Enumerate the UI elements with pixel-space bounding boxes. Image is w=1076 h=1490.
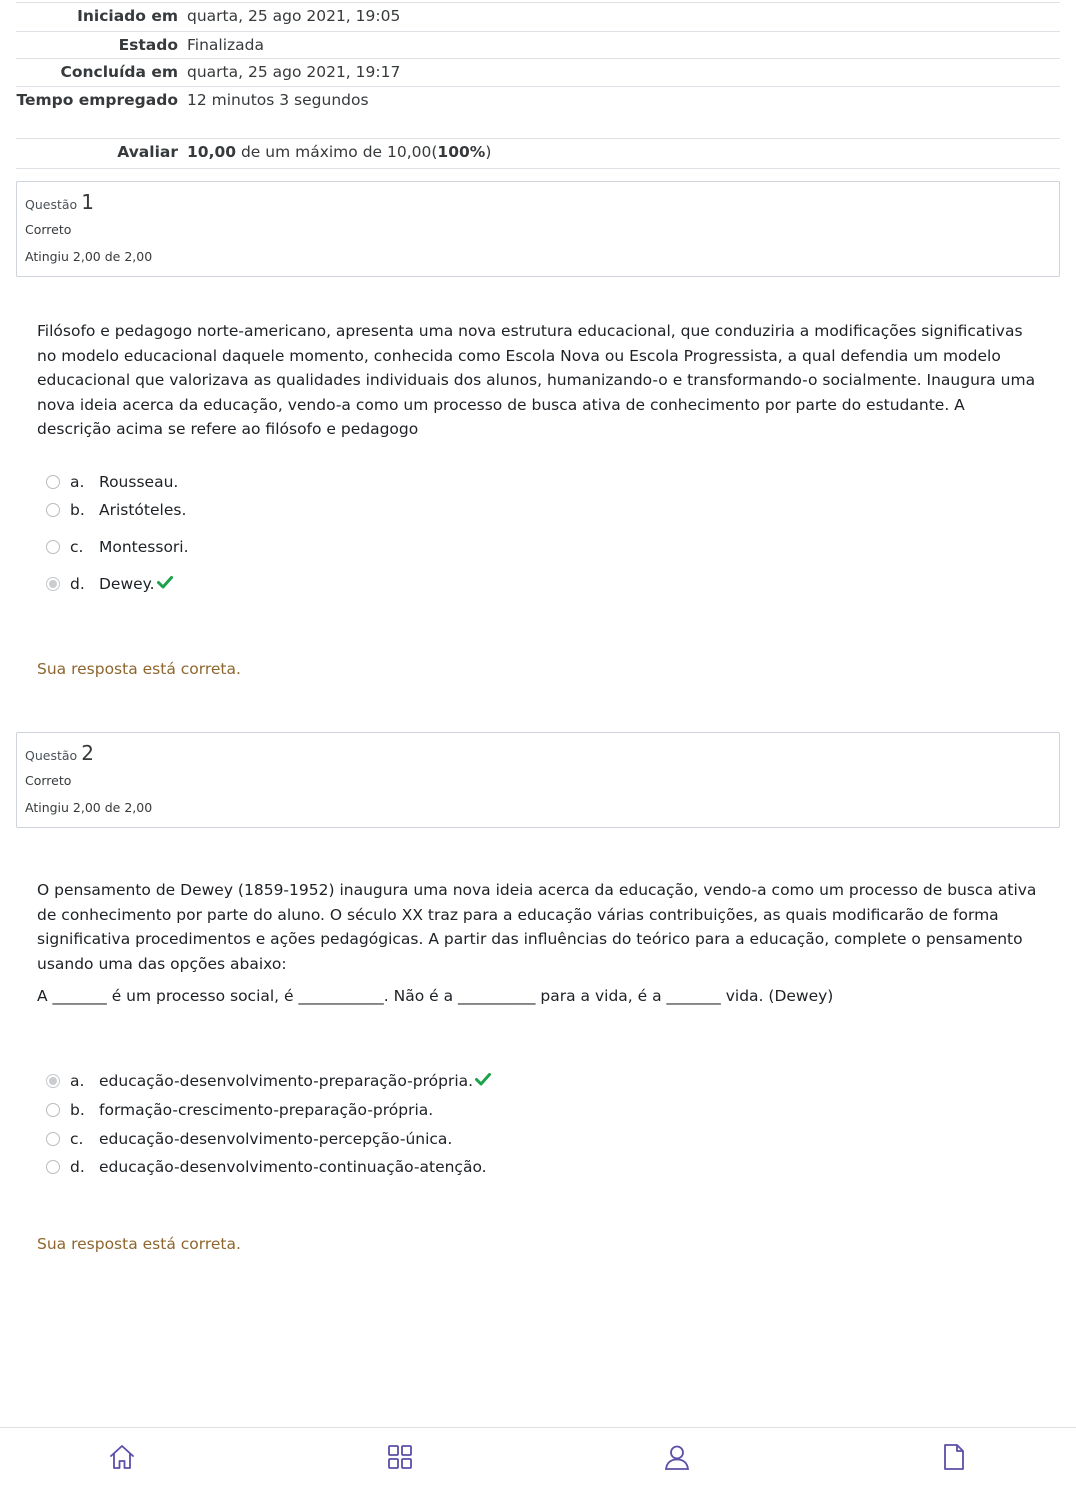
option-text: Aristóteles. (99, 501, 187, 519)
summary-row-time-taken (16, 87, 1060, 139)
option-letter: a. (70, 1072, 85, 1090)
option-letter: b. (70, 1101, 85, 1119)
radio-button[interactable] (46, 1132, 60, 1146)
option-letter: b. (70, 501, 85, 519)
attempt-summary (16, 2, 1060, 169)
option-text: Rousseau. (99, 473, 179, 491)
summary-value (178, 139, 491, 168)
radio-button[interactable] (46, 503, 60, 517)
option-text: educação-desenvolvimento-continuação-atenção. (99, 1158, 487, 1176)
summary-row-grade (16, 139, 1060, 169)
correct-check-icon (475, 1072, 491, 1090)
answer-option[interactable] (46, 538, 189, 556)
radio-button-checked[interactable] (46, 577, 60, 591)
summary-value: quarta, 25 ago 2021, 19:17 (187, 63, 401, 81)
radio-button-checked[interactable] (46, 1074, 60, 1088)
option-letter: a. (70, 473, 85, 491)
grid-icon[interactable] (385, 1442, 415, 1472)
answer-option[interactable] (46, 1130, 452, 1148)
option-text: educação-desenvolvimento-preparação-própria. (99, 1072, 474, 1090)
summary-row-completed (16, 59, 1060, 87)
radio-button[interactable] (46, 1103, 60, 1117)
bottom-navigation (0, 1427, 1076, 1490)
summary-row-state (16, 32, 1060, 59)
option-letter: d. (70, 1158, 85, 1176)
home-icon[interactable] (107, 1442, 137, 1472)
question-number (25, 190, 1051, 216)
answer-option[interactable] (46, 501, 186, 519)
option-text: Montessori. (99, 538, 189, 556)
question-state: Correto (25, 222, 72, 237)
summary-value: quarta, 25 ago 2021, 19:05 (187, 7, 401, 25)
radio-button[interactable] (46, 1160, 60, 1174)
question-prefix: Questão (25, 197, 78, 212)
answer-option[interactable] (46, 1101, 433, 1119)
summary-value: Finalizada (187, 36, 265, 54)
question-text-2-fill: A _______ é um processo social, é ___________. Não é a __________ para a vida, é a _______ vida. (Dewey) (37, 987, 834, 1005)
question-num: 2 (81, 741, 94, 765)
answer-option-selected[interactable] (46, 1072, 491, 1090)
question-number (25, 741, 1051, 767)
option-letter: d. (70, 575, 85, 593)
summary-label: Estado (118, 36, 178, 54)
answer-option[interactable] (46, 473, 178, 491)
grade-middle: de um máximo de 10,00( (236, 143, 438, 161)
option-text: formação-crescimento-preparação-própria. (99, 1101, 434, 1119)
answer-option-selected[interactable] (46, 575, 173, 593)
question-grade: Atingiu 2,00 de 2,00 (25, 800, 153, 815)
summary-label: Concluída em (60, 63, 178, 81)
question-info-1 (16, 181, 1060, 277)
summary-label: Tempo empregado (16, 91, 178, 109)
question-prefix: Questão (25, 748, 78, 763)
option-letter: c. (70, 538, 84, 556)
option-text: educação-desenvolvimento-percepção-única. (99, 1130, 453, 1148)
question-num: 1 (81, 190, 94, 214)
question-grade: Atingiu 2,00 de 2,00 (25, 249, 153, 264)
feedback-text-1: Sua resposta está correta. (37, 660, 241, 678)
question-text-2: O pensamento de Dewey (1859-1952) inaugura uma nova ideia acerca da educação, vendo-a como um processo de busca ativa de conhecimento por parte do aluno. O século XX traz para a educação várias contribuições, as quais modificarão de forma significativa procedimentos e ações pedagógicas. A partir das influências do teórico para a educação, complete o pensamento usando uma das opções abaixo: (37, 881, 1037, 973)
question-info-2 (16, 732, 1060, 828)
radio-button[interactable] (46, 475, 60, 489)
option-letter: c. (70, 1130, 84, 1148)
file-icon[interactable] (939, 1442, 969, 1472)
correct-check-icon (157, 575, 173, 593)
grade-score: 10,00 (187, 143, 237, 161)
question-state: Correto (25, 773, 72, 788)
option-text: Dewey. (99, 575, 155, 593)
summary-label: Avaliar (117, 143, 178, 161)
radio-button[interactable] (46, 540, 60, 554)
answer-option[interactable] (46, 1158, 487, 1176)
summary-label: Iniciado em (77, 7, 178, 25)
feedback-text-2: Sua resposta está correta. (37, 1235, 241, 1253)
summary-row-started (16, 3, 1060, 32)
grade-end: ) (485, 143, 492, 161)
question-text-1: Filósofo e pedagogo norte-americano, apresenta uma nova estrutura educacional, que conduziria a modificações significativas no modelo educacional daquele momento, conhecida como Escola Nova ou Escola Progressista, a qual defendia um modelo educacional que valorizava as qualidades individuais dos alunos, humanizando-o e transformando-o socialmente. Inaugura uma nova ideia acerca da educação, vendo-a como um processo de busca ativa de conhecimento por parte do estudante. A descrição acima se refere ao filósofo e pedagogo (37, 322, 1036, 438)
grade-percent: 100% (437, 143, 486, 161)
user-icon[interactable] (662, 1442, 692, 1472)
summary-value: 12 minutos 3 segundos (187, 91, 369, 109)
